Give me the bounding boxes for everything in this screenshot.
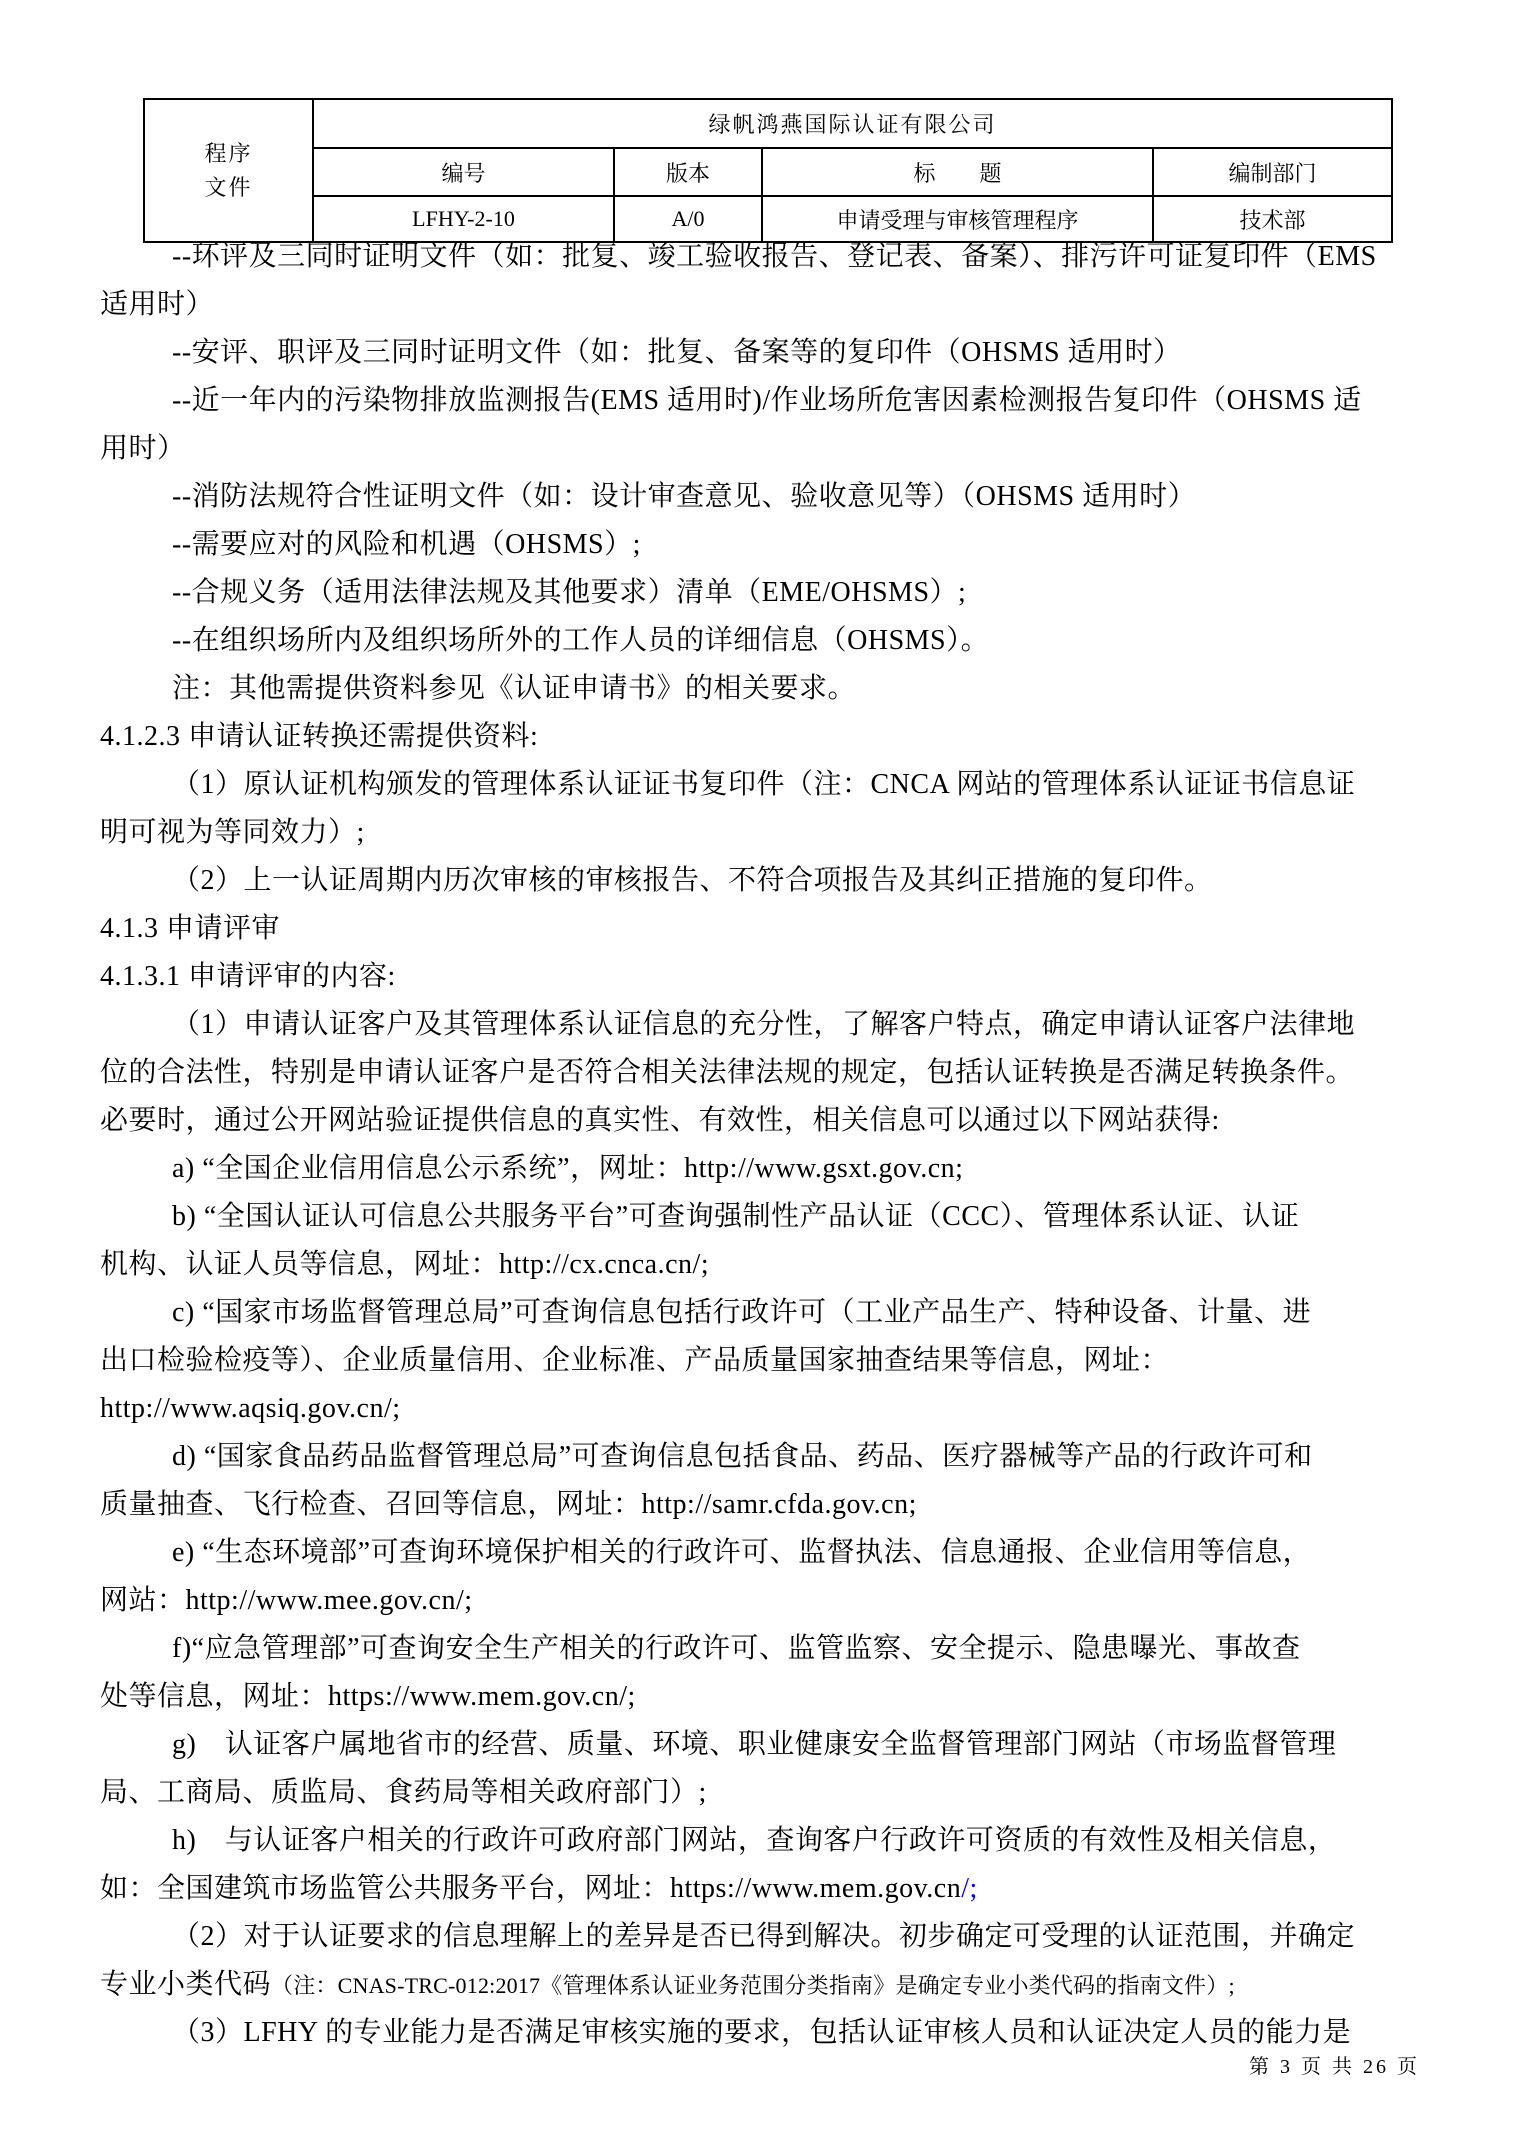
text-run: d) “国家食品药品监督管理总局”可查询信息包括食品、药品、医疗器械等产品的行政许可和 [172,1441,1313,1472]
text-run: g) 认证客户属地省市的经营、质量、环境、职业健康安全监督管理部门网站（市场监督管理 [172,1729,1337,1760]
text-run: h) 与认证客户相关的行政许可政府部门网站，查询客户行政许可资质的有效性及相关信息， [172,1825,1337,1856]
body-text-line [100,1913,1445,1961]
text-run: 网站：http://www.mee.gov.cn/; [100,1585,473,1616]
text-run: 适用时） [100,289,215,320]
body-text-line [100,1241,1445,1289]
body-text-line [100,1049,1445,1097]
doc-type-cell [144,99,313,242]
body-text-line [100,2009,1445,2057]
body-text-line [100,809,1445,857]
body-text-line [100,1145,1445,1193]
body-text-line [100,377,1445,425]
document-body [100,233,1445,2057]
body-text-line [100,233,1445,281]
text-run: 局、工商局、质监局、食药局等相关政府部门）; [100,1777,707,1808]
body-text-line [100,1097,1445,1145]
text-run: 位的合法性，特别是申请认证客户是否符合相关法律法规的规定，包括认证转换是否满足转换条件。 [100,1057,1355,1088]
body-text-line [100,1721,1445,1769]
link-fragment[interactable]: /; [961,1873,978,1904]
body-text-line [100,857,1445,905]
company-name: 绿帆鸿燕国际认证有限公司 [313,99,1392,148]
text-run: --近一年内的污染物排放监测报告(EMS 适用时)/作业场所危害因素检测报告复印件（OHSMS 适 [172,385,1362,416]
text-run: 专业小类代码 [100,1969,272,2000]
body-text-line [100,1817,1445,1865]
text-run: （2）对于认证要求的信息理解上的差异是否已得到解决。初步确定可受理的认证范围，并确定 [172,1921,1356,1952]
body-text-line [100,1625,1445,1673]
body-text-line [100,329,1445,377]
col-dept-label: 编制部门 [1153,148,1392,196]
text-run: a) “全国企业信用信息公示系统”，网址：http://www.gsxt.gov.cn; [172,1153,964,1184]
text-run: --在组织场所内及组织场所外的工作人员的详细信息（OHSMS）。 [172,625,990,656]
text-run: 明可视为等同效力）; [100,817,365,848]
col-title-label: 标 题 [762,148,1153,196]
text-run: 质量抽查、飞行检查、召回等信息，网址：http://samr.cfda.gov.cn; [100,1489,917,1520]
text-run: --环评及三同时证明文件（如：批复、竣工验收报告、登记表、备案）、排污许可证复印件（EMS [172,241,1377,272]
body-text-line [100,905,1445,953]
body-text-line [100,713,1445,761]
doc-version-value: A/0 [614,196,762,242]
body-text-line [100,761,1445,809]
inline-note: （注：CNAS-TRC-012:2017《管理体系认证业务范围分类指南》是确定专业小类代码的指南文件）; [271,1973,1235,1998]
text-run: --消防法规符合性证明文件（如：设计审查意见、验收意见等）（OHSMS 适用时） [172,481,1197,512]
text-run: （1）原认证机构颁发的管理体系认证证书复印件（注：CNCA 网站的管理体系认证证书信息证 [172,769,1356,800]
body-text-line [100,1385,1445,1433]
body-text-line [100,1001,1445,1049]
body-text-line [100,665,1445,713]
body-text-line [100,953,1445,1001]
document-header-table [143,98,1393,243]
doc-title-value: 申请受理与审核管理程序 [762,196,1153,242]
text-run: 出口检验检疫等）、企业质量信用、企业标准、产品质量国家抽查结果等信息，网址： [100,1345,1170,1376]
body-text-line [100,281,1445,329]
doc-type-line: 文件 [204,174,253,200]
text-run: e) “生态环境部”可查询环境保护相关的行政许可、监督执法、信息通报、企业信用等信息， [172,1537,1312,1568]
body-text-line [100,425,1445,473]
text-run: 必要时，通过公开网站验证提供信息的真实性、有效性，相关信息可以通过以下网站获得: [100,1105,1220,1136]
text-run: f)“应急管理部”可查询安全生产相关的行政许可、监管监察、安全提示、隐患曝光、事故查 [172,1633,1301,1664]
body-text-line [100,1193,1445,1241]
text-run: （2）上一认证周期内历次审核的审核报告、不符合项报告及其纠正措施的复印件。 [172,865,1213,896]
text-run: 注：其他需提供资料参见《认证申请书》的相关要求。 [172,673,857,704]
text-run: b) “全国认证认可信息公共服务平台”可查询强制性产品认证（CCC）、管理体系认证、认证 [172,1201,1300,1232]
body-text-line [100,1289,1445,1337]
body-text-line [100,1337,1445,1385]
body-text-line [100,473,1445,521]
text-run: --安评、职评及三同时证明文件（如：批复、备案等的复印件（OHSMS 适用时） [172,337,1182,368]
text-run: （3）LFHY 的专业能力是否满足审核实施的要求，包括认证审核人员和认证决定人员的能力是 [172,2017,1352,2048]
text-run: 如：全国建筑市场监管公共服务平台，网址：https://www.mem.gov.cn [100,1873,962,1904]
text-run: （1）申请认证客户及其管理体系认证信息的充分性，了解客户特点，确定申请认证客户法律地 [172,1009,1356,1040]
text-run: 4.1.3 申请评审 [100,913,281,944]
body-text-line [100,1961,1445,2009]
body-text-line [100,617,1445,665]
text-run: 用时） [100,433,186,464]
text-run: 机构、认证人员等信息，网址：http://cx.cnca.cn/; [100,1249,710,1280]
text-run: c) “国家市场监督管理总局”可查询信息包括行政许可（工业产品生产、特种设备、计量、进 [172,1297,1312,1328]
body-text-line [100,521,1445,569]
body-text-line [100,1433,1445,1481]
body-text-line [100,1673,1445,1721]
doc-type-line: 程序 [204,140,253,166]
doc-number-value: LFHY-2-10 [313,196,614,242]
text-run: http://www.aqsiq.gov.cn/; [100,1393,401,1424]
col-version-label: 版本 [614,148,762,196]
body-text-line [100,569,1445,617]
col-number-label: 编号 [313,148,614,196]
text-run: 4.1.2.3 申请认证转换还需提供资料: [100,721,539,752]
body-text-line [100,1769,1445,1817]
text-run: 4.1.3.1 申请评审的内容: [100,961,396,992]
text-run: --需要应对的风险和机遇（OHSMS）; [172,529,641,560]
body-text-line [100,1529,1445,1577]
body-text-line [100,1481,1445,1529]
body-text-line [100,1865,1445,1913]
page-number: 第 3 页 共 26 页 [1249,2056,1420,2078]
body-text-line [100,1577,1445,1625]
text-run: --合规义务（适用法律法规及其他要求）清单（EME/OHSMS）; [172,577,967,608]
text-run: 处等信息，网址：https://www.mem.gov.cn/; [100,1681,636,1712]
doc-dept-value: 技术部 [1153,196,1392,242]
